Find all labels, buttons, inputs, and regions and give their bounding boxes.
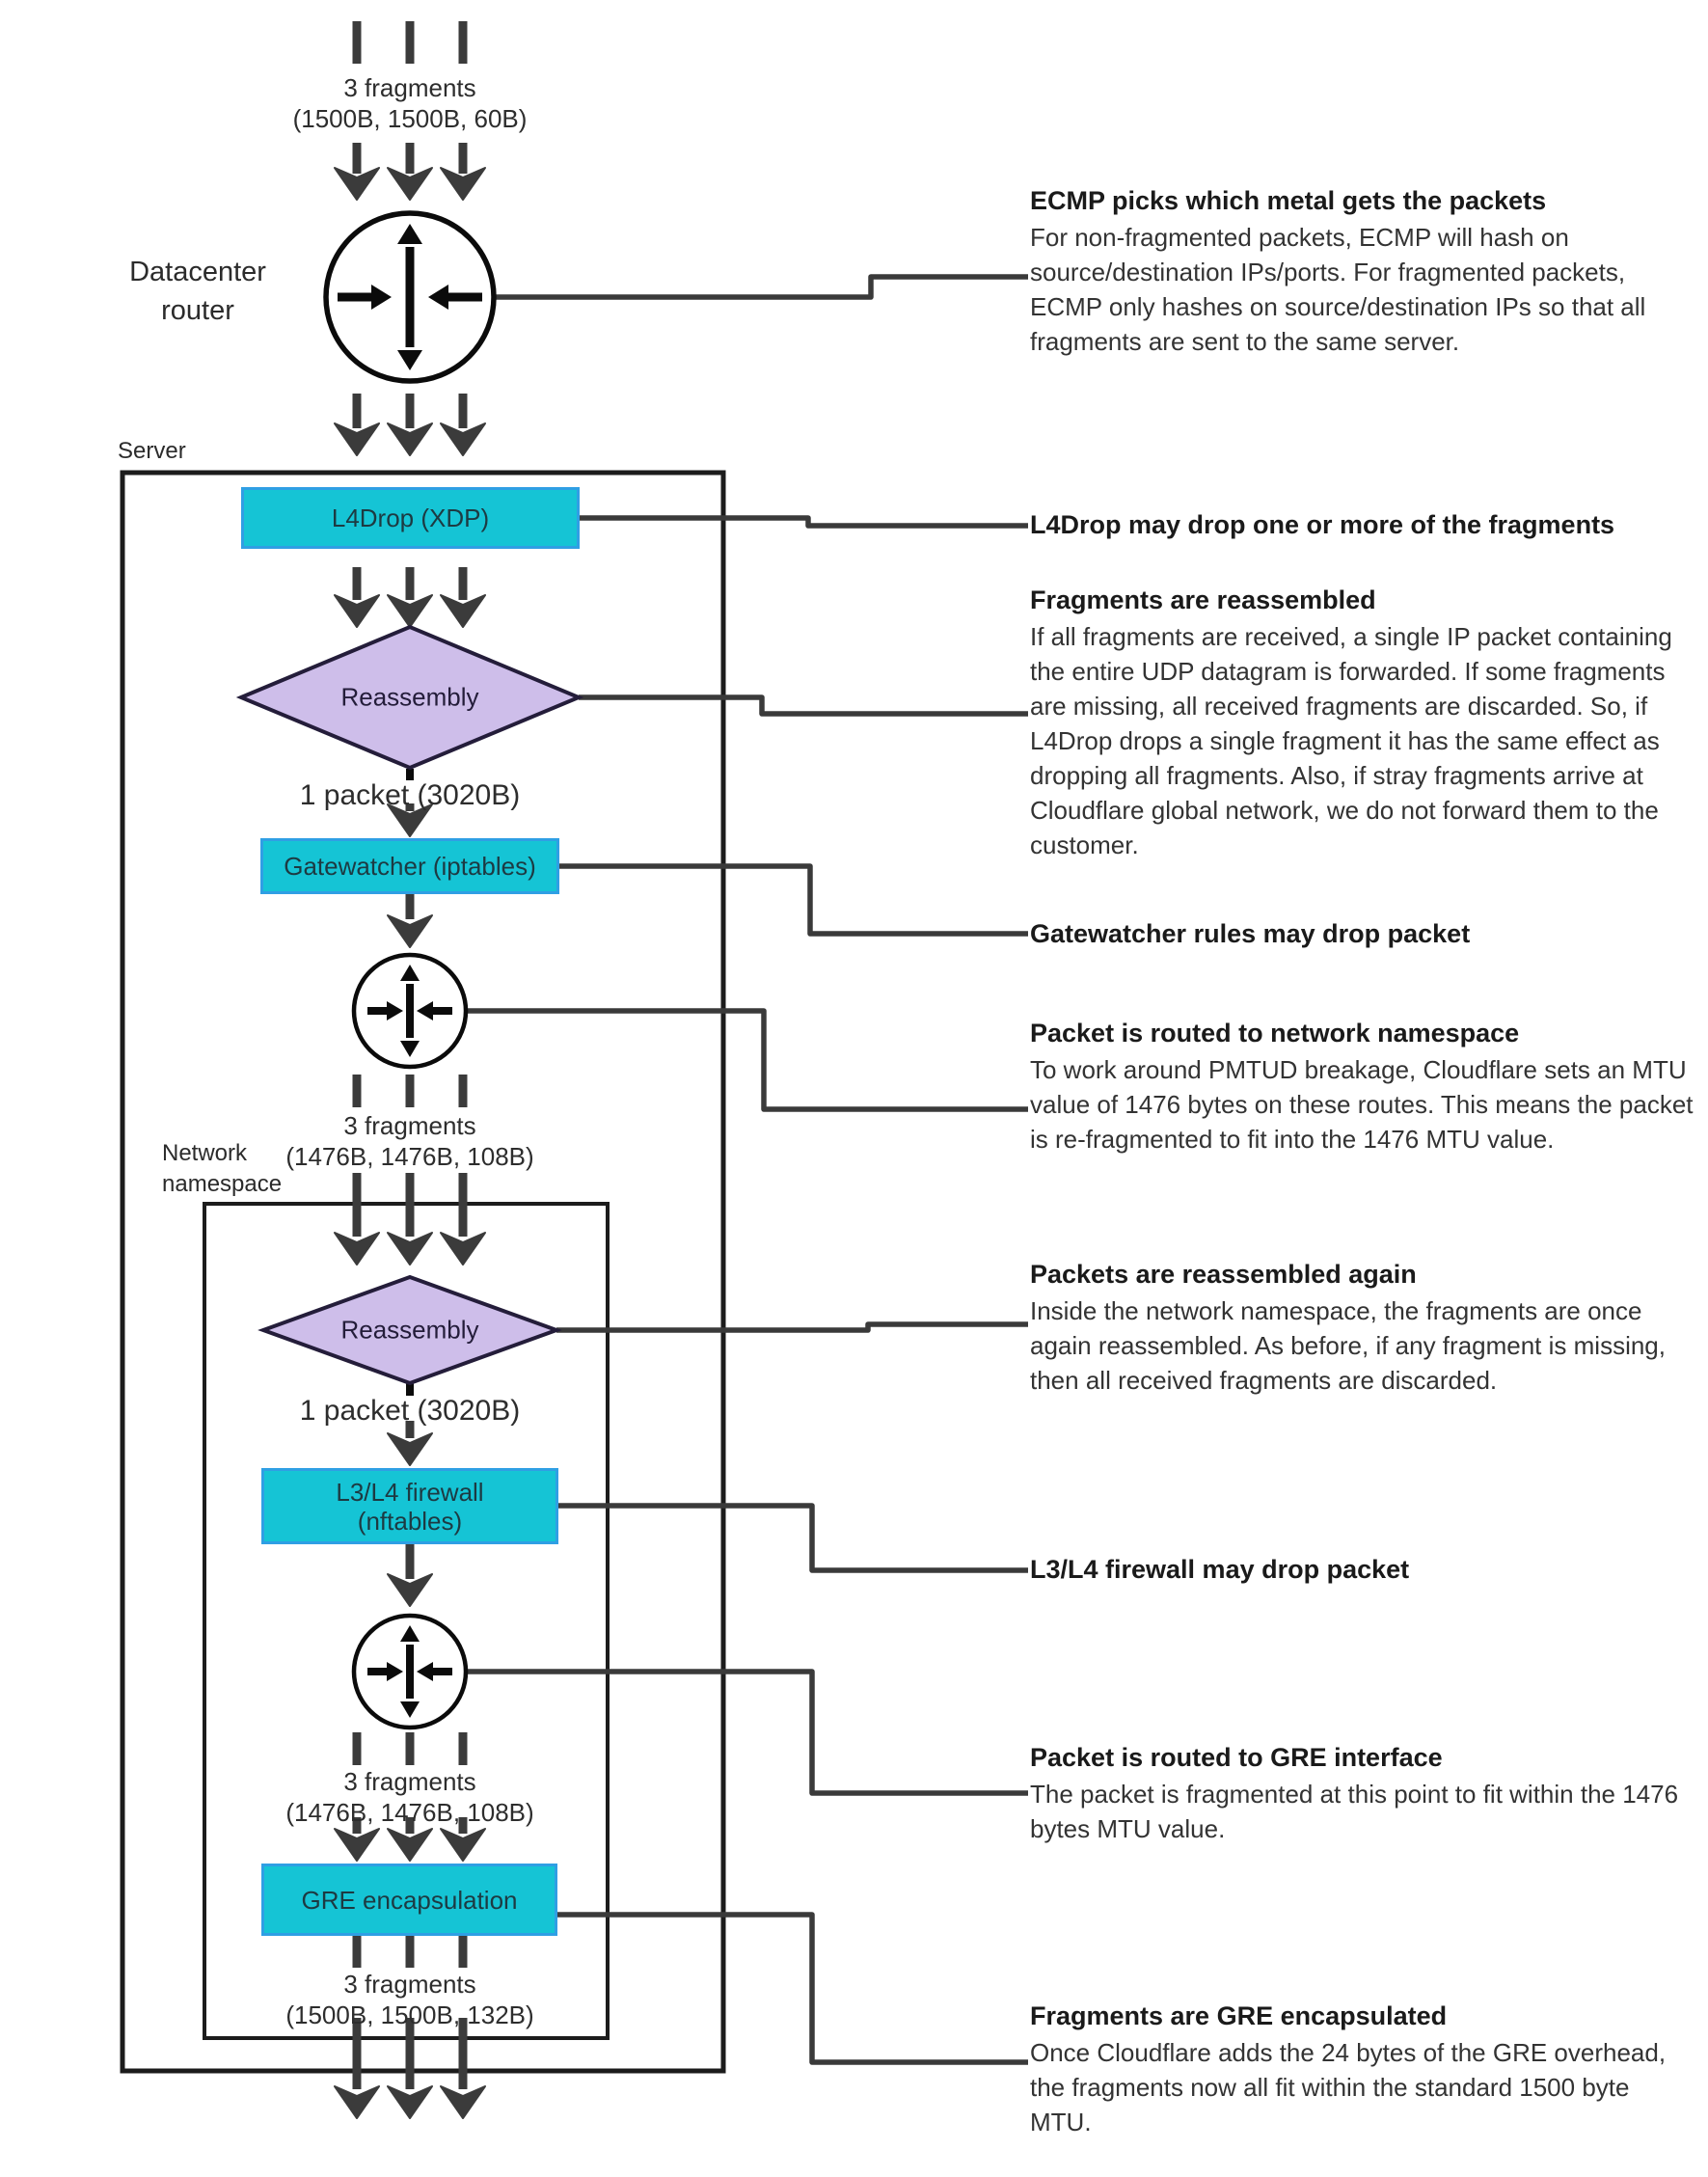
- router-icon: [354, 1616, 466, 1728]
- note-title: L3/L4 firewall may drop packet: [1030, 1555, 1410, 1584]
- node-l4drop-label: L4Drop (XDP): [331, 503, 490, 532]
- note-title: Gatewatcher rules may drop packet: [1030, 919, 1471, 948]
- connector-firewall: [558, 1506, 1028, 1570]
- node-gre: [261, 1864, 557, 1936]
- note-reassembled: [1030, 583, 1695, 862]
- packet-2-caption: 1 packet (3020B): [299, 1395, 521, 1427]
- datacenter-router-label: Datacenter router: [129, 257, 266, 326]
- fragments-mid-count: 3 fragments: [343, 1111, 476, 1140]
- arrows-into-reassembly1: [335, 567, 485, 627]
- connector-reassembly1: [579, 697, 1028, 714]
- packet-1-caption: 1 packet (3020B): [299, 779, 521, 811]
- note-gatewatcher: [1030, 916, 1695, 952]
- connector-route-gre: [463, 1672, 1028, 1793]
- connector-gre: [557, 1915, 1028, 2062]
- fragment-ticks-top: [357, 21, 463, 64]
- fragment-ticks-mid: [357, 1075, 463, 1107]
- arrows-into-router: [335, 143, 485, 200]
- note-title: ECMP picks which metal gets the packets: [1030, 186, 1547, 215]
- note-body: To work around PMTUD breakage, Cloudflare sets an MTU value of 1476 bytes on these routes. This means the packet is re-fragmented to fit into the 1476 MTU value.: [1030, 1055, 1694, 1154]
- note-body: The packet is fragmented at this point to fit within the 1476 bytes MTU value.: [1030, 1780, 1679, 1843]
- note-title: Packet is routed to network namespace: [1030, 1019, 1520, 1048]
- connector-gatewatcher: [559, 866, 1028, 934]
- fragments-ns-sizes: (1476B, 1476B, 108B): [285, 1798, 534, 1827]
- note-body: If all fragments are received, a single IP packet containing the entire UDP datagram is forwarded. If some fragments are missing, all received fragments are discarded. So, if L4Drop drops a single fragment it has the same effect as dropping all fragments. Also, if stray fragments arrive at Cloudflare global network, we do not forward them to the customer.: [1030, 622, 1672, 859]
- note-reassembled-again: [1030, 1257, 1695, 1398]
- connector-route-ns: [460, 1011, 1028, 1109]
- note-routed-namespace: [1030, 1016, 1695, 1157]
- note-firewall: [1030, 1552, 1695, 1588]
- node-gatewatcher: [260, 838, 559, 894]
- datacenter-router-icon: [326, 213, 494, 381]
- note-body: For non-fragmented packets, ECMP will hash on source/destination IPs/ports. For fragmented packets, ECMP only hashes on source/destination IPs so that all fragments are sent to the same server.: [1030, 223, 1646, 356]
- fragments-out-sizes: (1500B, 1500B, 132B): [285, 2000, 534, 2029]
- fragments-top-sizes: (1500B, 1500B, 60B): [292, 104, 528, 133]
- arrows-out-bottom: [335, 2018, 485, 2118]
- node-firewall-label: L3/L4 firewall (nftables): [336, 1477, 484, 1536]
- note-title: Fragments are GRE encapsulated: [1030, 2001, 1448, 2030]
- node-gatewatcher-label: Gatewatcher (iptables): [284, 852, 536, 881]
- arrows-into-namespace: [335, 1173, 485, 1265]
- reassembly-1-label: Reassembly: [340, 682, 479, 712]
- fragments-out-count: 3 fragments: [343, 1970, 476, 1999]
- node-l4drop: [241, 487, 580, 549]
- node-firewall: [261, 1468, 558, 1544]
- fragments-ns-count: 3 fragments: [343, 1767, 476, 1796]
- connector-reassembly2: [556, 1324, 1028, 1330]
- note-title: Packet is routed to GRE interface: [1030, 1743, 1443, 1772]
- fragment-ticks-namespace: [357, 1732, 463, 1765]
- arrows-into-server: [335, 394, 485, 455]
- server-label: Server: [118, 438, 186, 464]
- note-body: Once Cloudflare adds the 24 bytes of the GRE overhead, the fragments now all fit within the standard 1500 byte MTU.: [1030, 2038, 1667, 2136]
- fragments-mid-sizes: (1476B, 1476B, 108B): [285, 1142, 534, 1171]
- note-title: Packets are reassembled again: [1030, 1260, 1417, 1289]
- router-icon: [354, 955, 466, 1067]
- connector-l4drop: [580, 518, 1028, 526]
- network-namespace-label: Network namespace: [162, 1140, 283, 1197]
- note-routed-gre: [1030, 1740, 1695, 1846]
- note-body: Inside the network namespace, the fragments are once again reassembled. As before, if any fragment is missing, then all received fragments are discarded.: [1030, 1296, 1666, 1395]
- fragment-ticks-out: [357, 1935, 463, 1968]
- note-title: Fragments are reassembled: [1030, 585, 1376, 614]
- note-title: L4Drop may drop one or more of the fragments: [1030, 510, 1615, 539]
- reassembly-2-label: Reassembly: [340, 1315, 479, 1345]
- connector-ecmp: [494, 277, 1028, 297]
- note-l4drop: [1030, 507, 1695, 543]
- node-gre-label: GRE encapsulation: [301, 1885, 518, 1915]
- note-gre-encapsulated: [1030, 1999, 1695, 2139]
- fragments-top-count: 3 fragments: [343, 73, 476, 102]
- note-ecmp: [1030, 183, 1695, 359]
